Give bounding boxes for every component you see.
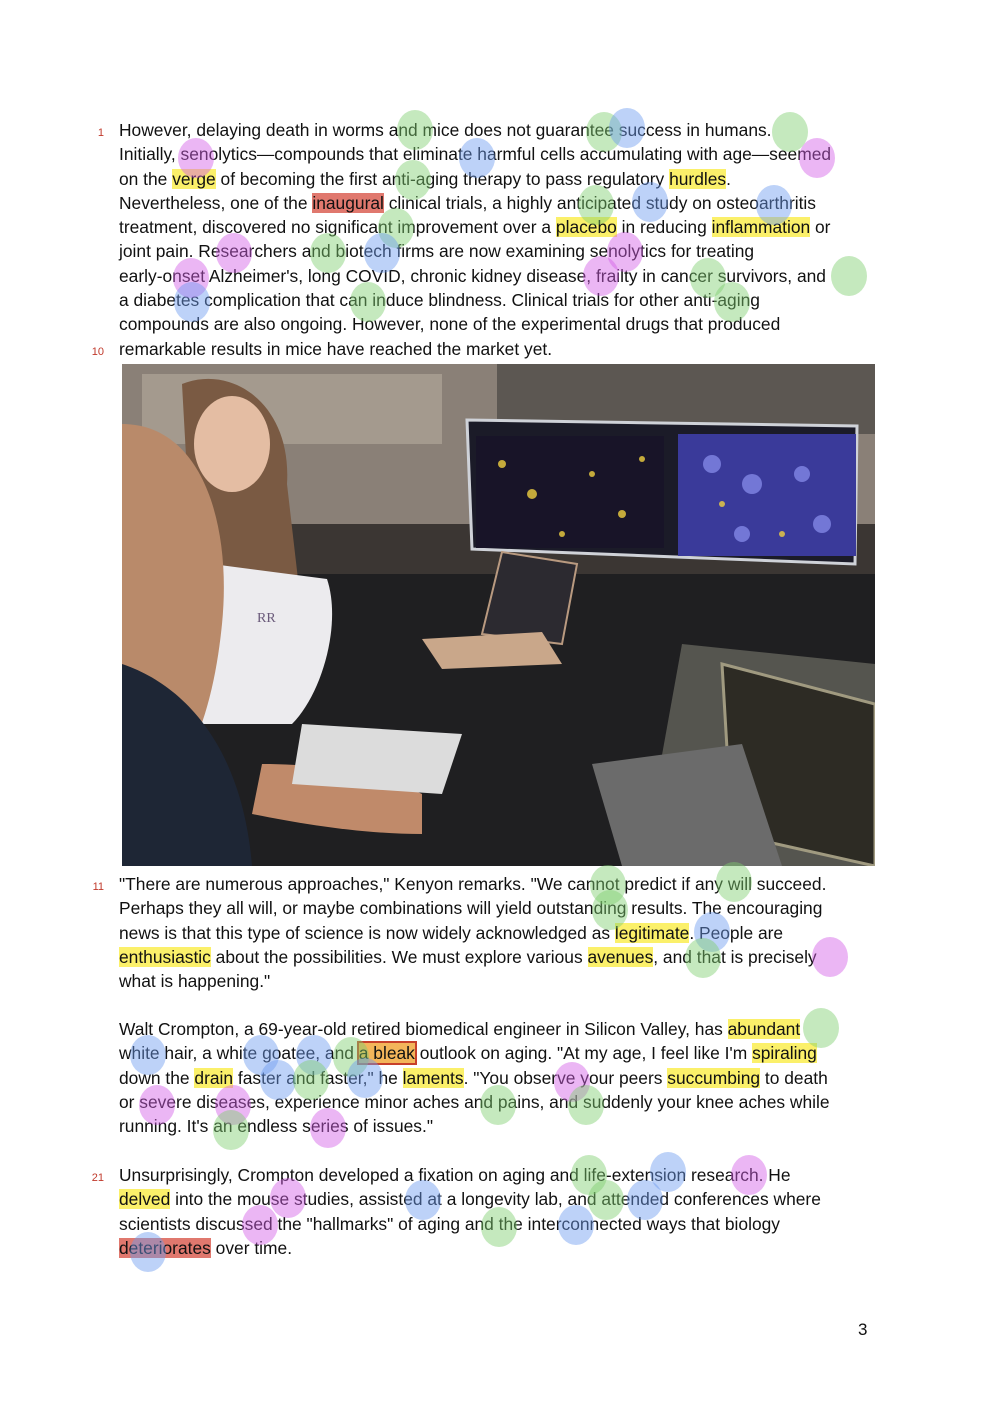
text-line [119, 288, 879, 312]
line-text: . "You observe your peers [463, 1067, 668, 1088]
line-text: news is that this type of science is now widely acknowledged as [119, 922, 615, 943]
paragraph-1 [91, 118, 879, 361]
highlighted-word: legitimate [614, 922, 690, 943]
line-text: clinical trials, a highly anticipated study on osteoarthritis [383, 192, 816, 213]
line-text: what is happening." [119, 971, 271, 992]
line-text: on the [119, 168, 173, 189]
text-line [119, 1236, 879, 1260]
line-text: . [726, 168, 731, 189]
line-text: scientists discussed the "hallmarks" of aging and the interconnected ways that biology [119, 1213, 780, 1234]
highlighted-word: spiraling [752, 1043, 817, 1064]
highlighted-word: inaugural [312, 192, 384, 213]
highlighted-word: hurdles [669, 168, 727, 189]
text-line [119, 896, 879, 920]
text-line [119, 969, 879, 993]
text-line [119, 1212, 879, 1236]
text-line [91, 1163, 879, 1187]
line-text: remarkable results in mice have reached the market yet. [119, 338, 553, 359]
text-line [119, 1090, 879, 1114]
line-text: to death [760, 1067, 828, 1088]
lab-photo-illustration [122, 364, 875, 866]
line-text: Nevertheless, one of the [119, 192, 313, 213]
text-line [119, 1187, 879, 1211]
text-line [119, 239, 879, 263]
highlighted-word: verge [172, 168, 216, 189]
line-text: treatment, discovered no significant improvement over a [119, 217, 556, 238]
line-text: Unsurprisingly, Crompton developed a fixation on aging and life-extension research. He [119, 1165, 791, 1185]
highlighted-word: succumbing [667, 1067, 761, 1088]
lab-photo [122, 364, 875, 866]
coat-logo: RR [257, 611, 276, 626]
highlighted-word: inflammation [711, 217, 811, 238]
line-text: about the possibilities. We must explore various [210, 946, 588, 967]
line-text: a diabetes complication that can induce blindness. Clinical trials for other anti-aging [119, 290, 760, 311]
line-text: into the mouse studies, assisted at a longevity lab, and attended conferences where [170, 1189, 821, 1210]
line-text: . People are [689, 922, 784, 943]
line-text: Walt Crompton, a 69-year-old retired biomedical engineer in Silicon Valley, has [119, 1019, 728, 1039]
line-number: 11 [92, 881, 104, 893]
line-text: However, delaying death in worms and mice does not guarantee success in humans. [119, 120, 772, 140]
line-text: over time. [210, 1237, 293, 1258]
text-line [119, 1114, 879, 1138]
line-text: running. It's an endless series of issues." [119, 1116, 433, 1137]
text-line [119, 1041, 879, 1065]
text-line [119, 167, 879, 191]
line-text: in reducing [616, 217, 712, 238]
text-line [119, 142, 879, 166]
highlighted-word: enthusiastic [119, 946, 211, 967]
line-text: or severe diseases, experience minor aches and pains, and suddenly your knee aches while [119, 1091, 830, 1112]
text-line [91, 337, 879, 361]
line-text: Initially, senolytics—compounds that eliminate harmful cells accumulating with age—seemed [119, 144, 832, 165]
text-line [119, 191, 879, 215]
highlighted-word: drain [194, 1067, 234, 1088]
paragraph-2 [92, 872, 879, 993]
text-line [119, 945, 879, 969]
line-number: 10 [91, 345, 104, 358]
highlighted-word: avenues [587, 946, 654, 967]
highlighted-word: laments [402, 1067, 464, 1088]
line-text: Perhaps they all will, or maybe combinations will yield outstanding results. The encouraging [119, 898, 823, 919]
line-text: compounds are also ongoing. However, none of the experimental drugs that produced [119, 314, 781, 335]
text-line [119, 215, 879, 239]
line-text: early-onset Alzheimer's, long COVID, chronic kidney disease, frailty in cancer survivors, and [119, 265, 826, 286]
line-text: or [810, 217, 831, 238]
text-line [119, 264, 879, 288]
text-line [119, 921, 879, 945]
page-number: 3 [858, 1320, 868, 1339]
highlighted-word: placebo [555, 217, 617, 238]
line-text: outlook on aging. "At my age, I feel like I'm [414, 1043, 753, 1064]
line-text: white hair, a white goatee, and [119, 1043, 359, 1064]
text-line [119, 312, 879, 336]
line-text: down the [119, 1067, 195, 1088]
line-text: "There are numerous approaches," Kenyon remarks. "We cannot predict if any will succeed. [119, 874, 827, 894]
text-line [97, 118, 879, 142]
line-text: faster and faster," he [233, 1067, 403, 1088]
paragraph-3 [119, 1017, 879, 1138]
highlighted-word: abundant [727, 1019, 801, 1039]
paragraph-4 [91, 1163, 879, 1260]
highlighted-word: deteriorates [119, 1237, 211, 1258]
boxed-highlight: a bleak [358, 1043, 415, 1064]
highlighted-word: delved [119, 1189, 171, 1210]
line-text: , and that is precisely [653, 946, 817, 967]
line-number: 1 [97, 127, 104, 139]
text-line [119, 1066, 879, 1090]
text-line [92, 872, 879, 896]
line-number: 21 [91, 1172, 104, 1184]
line-text: of becoming the first anti-aging therapy to pass regulatory [215, 168, 670, 189]
line-text: joint pain. Researchers and biotech firms are now examining senolytics for treating [119, 241, 755, 262]
text-line [119, 1017, 879, 1041]
